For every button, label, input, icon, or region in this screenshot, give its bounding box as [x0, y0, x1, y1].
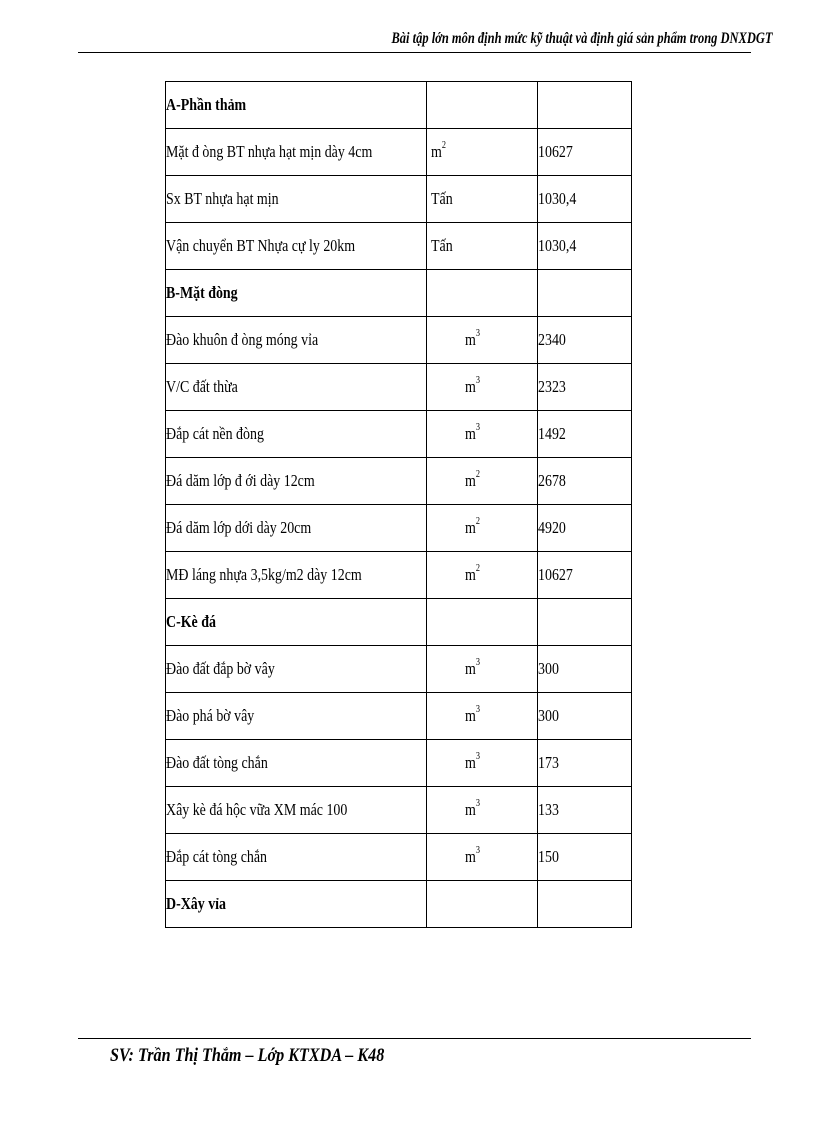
unit-cell	[427, 740, 538, 787]
unit-cell	[427, 458, 538, 505]
section-row	[166, 881, 632, 928]
work-item-cell	[166, 82, 427, 129]
unit-value	[465, 330, 480, 350]
quantity-cell	[538, 270, 632, 317]
work-item-name: Đắp cát tòng chắn	[166, 847, 268, 866]
unit-cell	[427, 599, 538, 646]
quantity-cell	[538, 740, 632, 787]
unit-value	[465, 800, 480, 820]
work-item-name: Mặt đ òng BT nhựa hạt mịn dày 4cm	[166, 142, 373, 161]
work-item-name: Xây kè đá hộc vữa XM mác 100	[166, 800, 348, 819]
unit-exponent: 3	[475, 375, 480, 387]
quantity-value: 2678	[538, 471, 566, 490]
unit-text: m	[465, 330, 476, 349]
unit-cell	[427, 317, 538, 364]
quantity-cell	[538, 881, 632, 928]
quantity-cell	[538, 646, 632, 693]
quantity-value: 1492	[538, 424, 566, 443]
work-item-cell	[166, 693, 427, 740]
work-item-name: Đá dăm lớp đ ới dày 12cm	[166, 471, 315, 490]
work-item-name: Sx BT nhựa hạt mịn	[166, 189, 279, 208]
work-item-cell	[166, 646, 427, 693]
unit-exponent: 2	[475, 469, 480, 481]
work-item-cell	[166, 176, 427, 223]
work-item-cell	[166, 834, 427, 881]
quantity-value: 300	[538, 706, 559, 725]
unit-value	[465, 659, 480, 679]
unit-value	[431, 236, 453, 256]
unit-cell	[427, 82, 538, 129]
quantity-cell	[538, 834, 632, 881]
unit-value	[465, 753, 480, 773]
unit-cell	[427, 693, 538, 740]
quantity-cell	[538, 411, 632, 458]
unit-text: m	[465, 847, 476, 866]
unit-exponent: 3	[475, 328, 480, 340]
unit-text: Tấn	[431, 189, 453, 208]
unit-value	[465, 424, 480, 444]
work-item-name: Đào khuôn đ òng móng vỉa	[166, 330, 319, 349]
work-item-cell	[166, 740, 427, 787]
quantity-value: 10627	[538, 142, 573, 161]
unit-exponent: 2	[475, 563, 480, 575]
unit-text: m	[465, 471, 476, 490]
unit-cell	[427, 223, 538, 270]
section-row	[166, 599, 632, 646]
unit-value	[465, 377, 480, 397]
work-item-cell	[166, 129, 427, 176]
table-row	[166, 552, 632, 599]
unit-value	[465, 847, 480, 867]
table-row	[166, 223, 632, 270]
section-row	[166, 270, 632, 317]
unit-value	[465, 471, 480, 491]
quantity-value: 2323	[538, 377, 566, 396]
section-row	[166, 82, 632, 129]
work-item-cell	[166, 599, 427, 646]
unit-cell	[427, 129, 538, 176]
unit-text: m	[465, 800, 476, 819]
unit-text: m	[465, 659, 476, 678]
work-item-cell	[166, 364, 427, 411]
work-item-name: Đào đất tòng chắn	[166, 753, 268, 772]
table-row	[166, 693, 632, 740]
quantity-value: 2340	[538, 330, 566, 349]
unit-value	[431, 142, 446, 162]
unit-cell	[427, 834, 538, 881]
unit-text: Tấn	[431, 236, 453, 255]
table-row	[166, 317, 632, 364]
unit-text: m	[465, 377, 476, 396]
unit-exponent: 3	[475, 704, 480, 716]
work-item-name: Đào phá bờ vây	[166, 706, 255, 725]
unit-text: m	[465, 565, 476, 584]
quantity-table	[165, 81, 632, 928]
table-row	[166, 740, 632, 787]
unit-cell	[427, 646, 538, 693]
quantity-value: 4920	[538, 518, 566, 537]
quantity-cell	[538, 176, 632, 223]
unit-cell	[427, 505, 538, 552]
table-row	[166, 129, 632, 176]
unit-cell	[427, 881, 538, 928]
table-row	[166, 834, 632, 881]
quantity-cell	[538, 599, 632, 646]
quantity-value: 173	[538, 753, 559, 772]
unit-exponent: 3	[475, 422, 480, 434]
unit-text: m	[431, 142, 442, 161]
page-footer-student: SV: Trần Thị Thắm – Lớp KTXDA – K48	[110, 1045, 385, 1066]
unit-value	[431, 189, 453, 209]
unit-cell	[427, 364, 538, 411]
table-row	[166, 505, 632, 552]
header-divider	[78, 52, 751, 53]
unit-cell	[427, 552, 538, 599]
work-item-cell	[166, 270, 427, 317]
quantity-cell	[538, 552, 632, 599]
quantity-cell	[538, 129, 632, 176]
unit-value	[465, 706, 480, 726]
work-item-name: V/C đất thừa	[166, 377, 238, 396]
work-item-cell	[166, 223, 427, 270]
work-item-cell	[166, 411, 427, 458]
quantity-cell	[538, 223, 632, 270]
quantity-table-body	[166, 82, 632, 928]
unit-exponent: 3	[475, 798, 480, 810]
unit-text: m	[465, 753, 476, 772]
unit-exponent: 2	[475, 516, 480, 528]
work-item-name: Đắp cát nền đòng	[166, 424, 264, 443]
work-item-cell	[166, 317, 427, 364]
unit-exponent: 2	[441, 140, 446, 152]
quantity-value: 1030,4	[538, 236, 577, 255]
quantity-cell	[538, 693, 632, 740]
table-row	[166, 458, 632, 505]
table-row	[166, 411, 632, 458]
table-row	[166, 364, 632, 411]
unit-value	[465, 518, 480, 538]
section-title: D-Xây vỉa	[166, 894, 227, 913]
unit-value	[465, 565, 480, 585]
unit-text: m	[465, 424, 476, 443]
work-item-name: Đào đất đắp bờ vây	[166, 659, 275, 678]
work-item-cell	[166, 458, 427, 505]
quantity-cell	[538, 317, 632, 364]
table-row	[166, 787, 632, 834]
quantity-value: 133	[538, 800, 559, 819]
unit-cell	[427, 411, 538, 458]
quantity-cell	[538, 82, 632, 129]
quantity-cell	[538, 364, 632, 411]
work-item-cell	[166, 787, 427, 834]
unit-exponent: 3	[475, 845, 480, 857]
section-title: A-Phần thảm	[166, 95, 247, 114]
work-item-cell	[166, 881, 427, 928]
section-title: C-Kè đá	[166, 612, 216, 631]
unit-text: m	[465, 518, 476, 537]
quantity-value: 1030,4	[538, 189, 577, 208]
unit-cell	[427, 787, 538, 834]
work-item-cell	[166, 505, 427, 552]
work-item-name: Vận chuyển BT Nhựa cự ly 20km	[166, 236, 356, 255]
table-row	[166, 176, 632, 223]
unit-exponent: 3	[475, 751, 480, 763]
quantity-value: 150	[538, 847, 559, 866]
unit-text: m	[465, 706, 476, 725]
quantity-value: 10627	[538, 565, 573, 584]
quantity-value: 300	[538, 659, 559, 678]
unit-cell	[427, 176, 538, 223]
table-row	[166, 646, 632, 693]
work-item-cell	[166, 552, 427, 599]
work-item-name: MĐ láng nhựa 3,5kg/m2 dày 12cm	[166, 565, 362, 584]
unit-exponent: 3	[475, 657, 480, 669]
page-header-title: Bài tập lớn môn định mức kỹ thuật và định giá sản phẩm trong DNXDGT	[390, 30, 772, 47]
section-title: B-Mặt đòng	[166, 283, 238, 302]
quantity-cell	[538, 787, 632, 834]
quantity-cell	[538, 505, 632, 552]
quantity-cell	[538, 458, 632, 505]
footer-divider	[78, 1038, 751, 1039]
unit-cell	[427, 270, 538, 317]
work-item-name: Đá dăm lớp dới dày 20cm	[166, 518, 312, 537]
